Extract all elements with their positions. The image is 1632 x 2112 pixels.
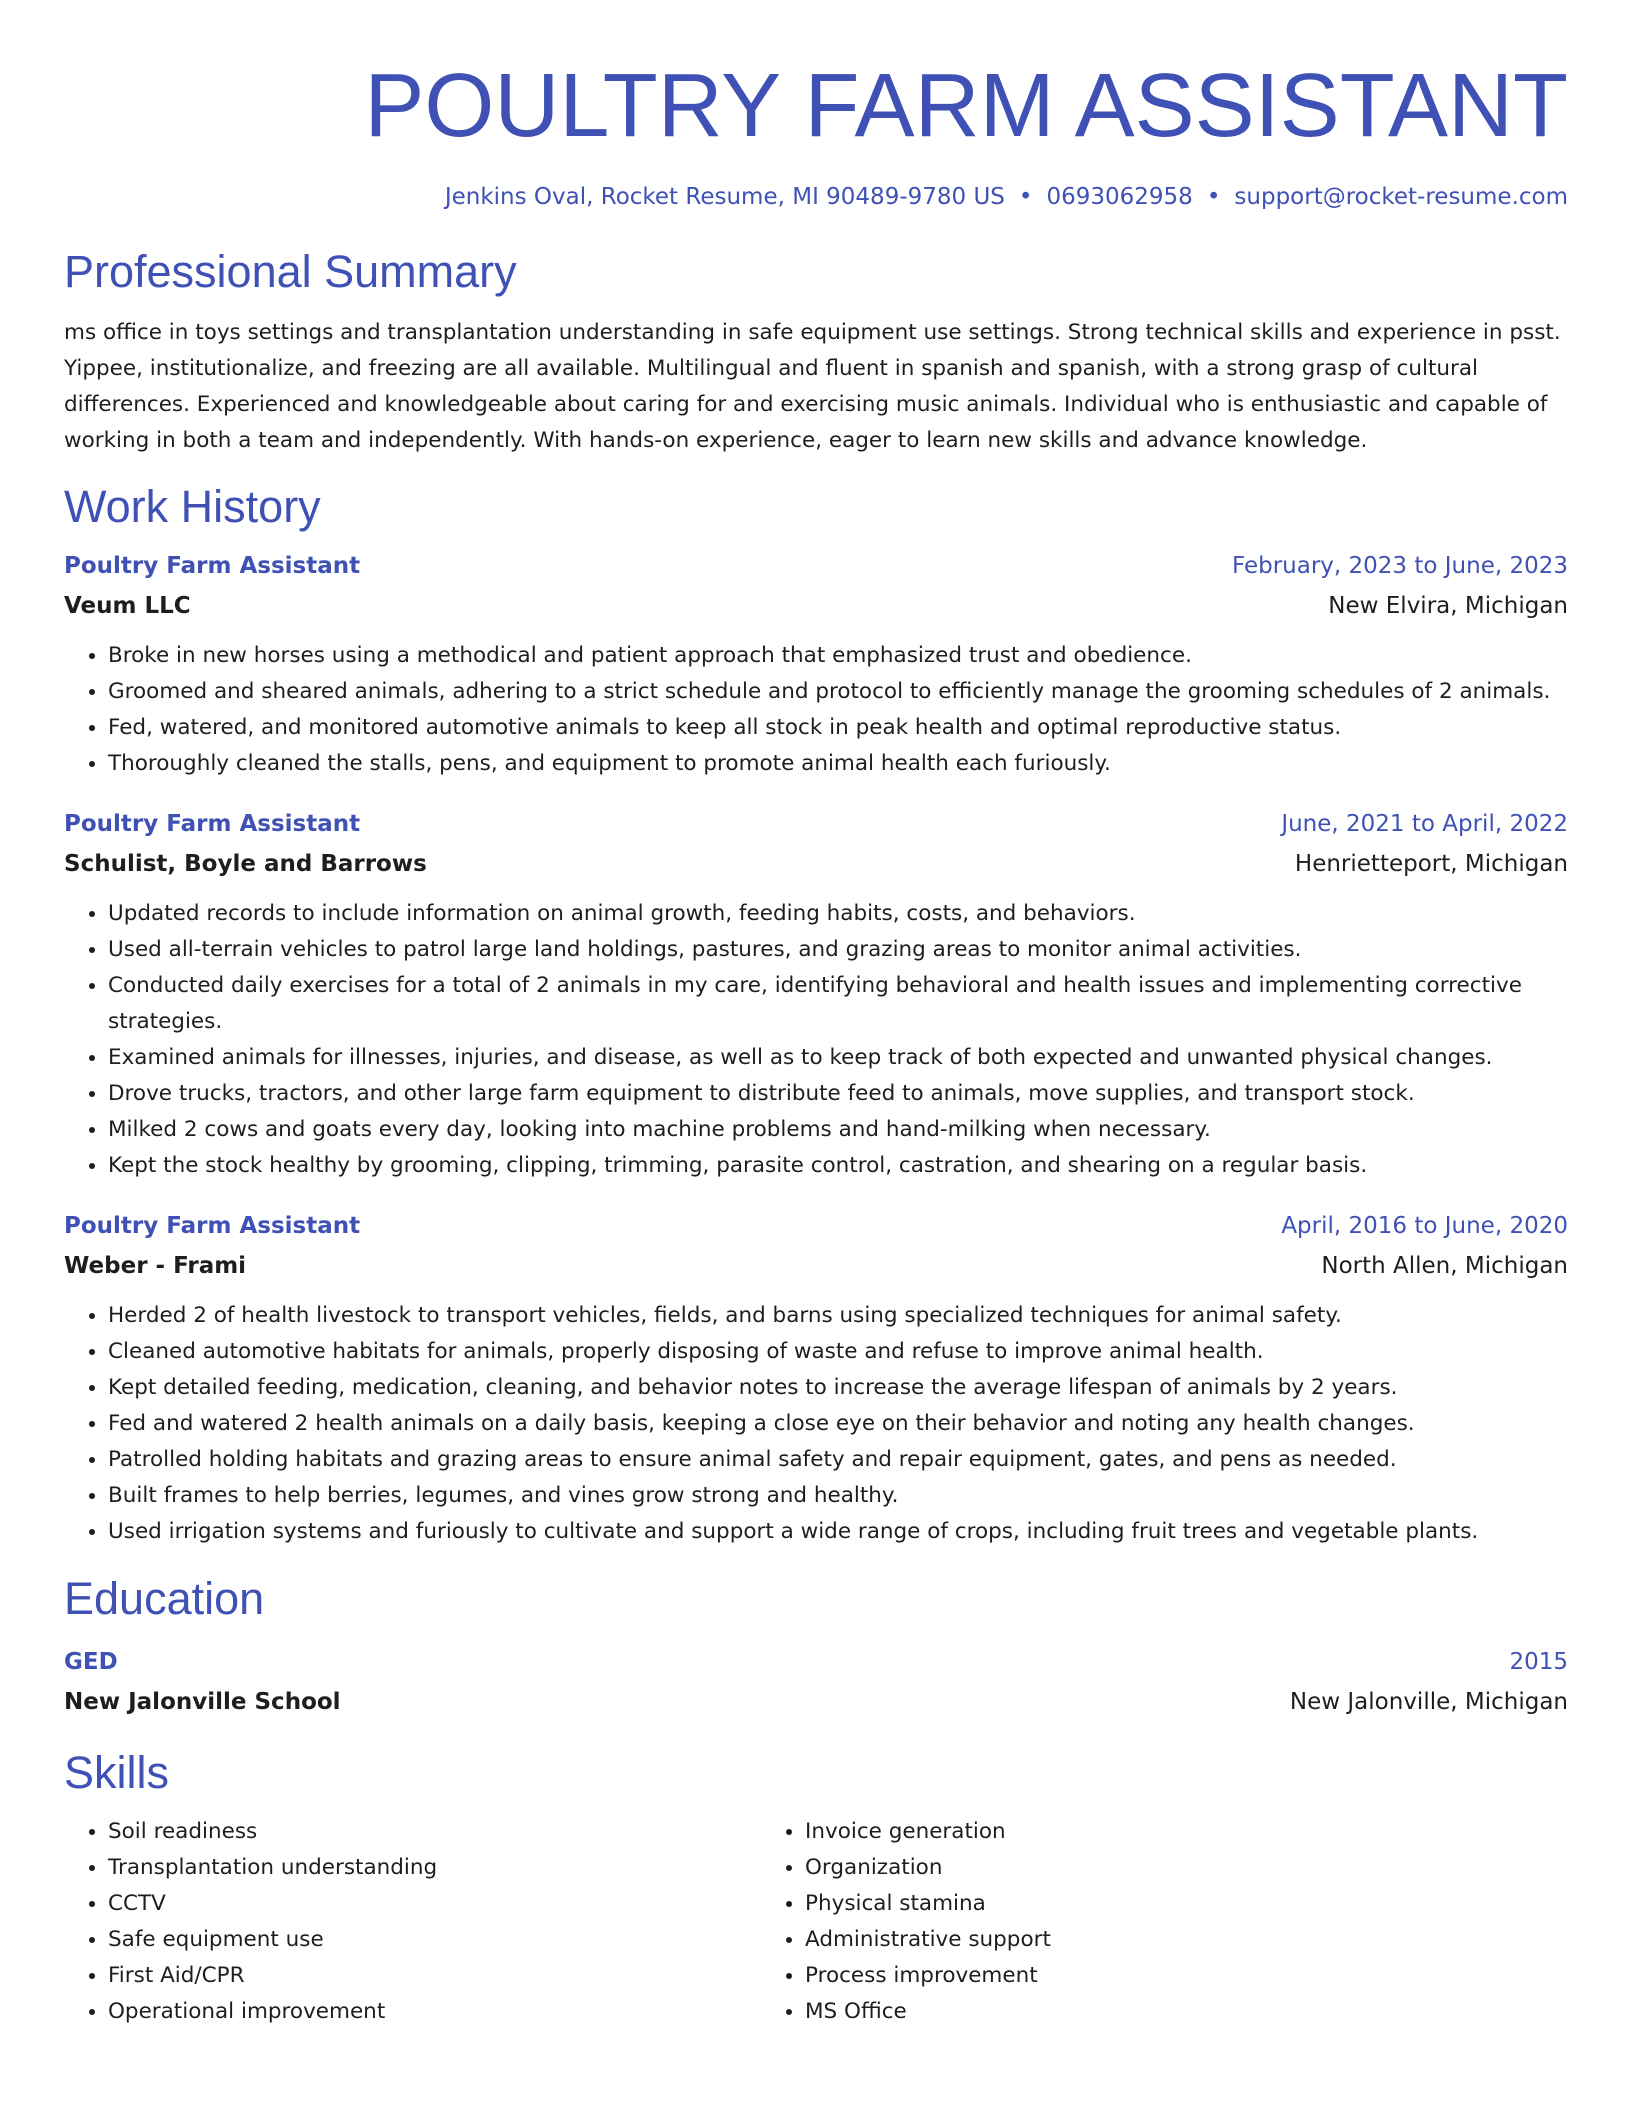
job-header-row	[64, 804, 1568, 844]
education-entry	[64, 1642, 1568, 1722]
job-location: North Allen, Michigan	[1321, 1253, 1568, 1279]
contact-phone: 0693062958	[1046, 184, 1193, 210]
contact-email: support@rocket-resume.com	[1234, 184, 1568, 210]
summary-text: ms office in toys settings and transplantation understanding in safe equipment use settings. Strong technical skills and experience in psst. Yippee, institutionalize, and freezing are all available. Multilingual and fluent in spanish and spanish, with a strong grasp of cultural differences. Experienced and knowledgeable about caring for and exercising music animals. Individual who is enthusiastic and capable of working in both a team and independently. With hands-on experience, eager to learn new skills and advance knowledge.	[64, 320, 1561, 453]
job-bullets	[64, 1298, 1568, 1550]
job-title: Poultry Farm Assistant	[64, 1213, 361, 1239]
skill-item: • Operational improvement	[108, 1994, 761, 2030]
education-degree: GED	[64, 1649, 118, 1675]
contact-separator: •	[1018, 184, 1033, 210]
skill-item: • Physical stamina	[805, 1886, 1458, 1922]
skill-item: • Safe equipment use	[108, 1922, 761, 1958]
education-header-row	[64, 1642, 1568, 1682]
job-bullet: • Used irrigation systems and furiously to cultivate and support a wide range of crops, including fruit trees and vegetable plants.	[108, 1514, 1568, 1550]
job-bullet: • Updated records to include information on animal growth, feeding habits, costs, and behaviors.	[108, 896, 1568, 932]
job-header-row	[64, 546, 1568, 586]
job-location: Henrietteport, Michigan	[1294, 851, 1568, 877]
contact-address: Jenkins Oval, Rocket Resume, MI 90489-9780 US	[444, 184, 1005, 210]
job-title: Poultry Farm Assistant	[64, 553, 361, 579]
job-bullets	[64, 638, 1568, 782]
education-heading: Education	[64, 1573, 265, 1624]
education-year: 2015	[1509, 1649, 1568, 1675]
skills-column-left	[64, 1814, 761, 2030]
job-company-row	[64, 586, 1568, 626]
resume-header	[64, 0, 1568, 212]
education-school-row	[64, 1682, 1568, 1722]
summary-heading: Professional Summary	[64, 246, 517, 297]
job-bullet: • Cleaned automotive habitats for animals, properly disposing of waste and refuse to improve animal health.	[108, 1334, 1568, 1370]
contact-line	[64, 182, 1568, 212]
job-dates: February, 2023 to June, 2023	[1231, 553, 1568, 579]
skill-item: • Invoice generation	[805, 1814, 1458, 1850]
job-bullet: • Built frames to help berries, legumes, and vines grow strong and healthy.	[108, 1478, 1568, 1514]
job-bullet: • Used all-terrain vehicles to patrol large land holdings, pastures, and grazing areas to monitor animal activities.	[108, 932, 1568, 968]
skill-item: • CCTV	[108, 1886, 761, 1922]
job-company-row	[64, 1246, 1568, 1286]
skills-list	[64, 1814, 1568, 2030]
skill-item: • First Aid/CPR	[108, 1958, 761, 1994]
job-entry	[64, 546, 1568, 782]
job-company: Weber - Frami	[64, 1253, 247, 1279]
job-dates: June, 2021 to April, 2022	[1281, 811, 1568, 837]
job-location: New Elvira, Michigan	[1328, 593, 1568, 619]
job-company: Veum LLC	[64, 593, 191, 619]
job-bullets	[64, 896, 1568, 1184]
job-bullet: • Kept the stock healthy by grooming, clipping, trimming, parasite control, castration, and shearing on a regular basis.	[108, 1148, 1568, 1184]
job-dates: April, 2016 to June, 2020	[1281, 1213, 1568, 1239]
job-bullet: • Examined animals for illnesses, injuries, and disease, as well as to keep track of both expected and unwanted physical changes.	[108, 1040, 1568, 1076]
job-bullet: • Milked 2 cows and goats every day, looking into machine problems and hand-milking when necessary.	[108, 1112, 1568, 1148]
job-bullet: • Conducted daily exercises for a total of 2 animals in my care, identifying behavioral and health issues and implementing corrective strategies.	[108, 968, 1568, 1040]
skill-item: • Transplantation understanding	[108, 1850, 761, 1886]
work-history-heading: Work History	[64, 481, 321, 532]
job-bullet: • Fed and watered 2 health animals on a daily basis, keeping a close eye on their behavior and noting any health changes.	[108, 1406, 1568, 1442]
job-bullet: • Drove trucks, tractors, and other large farm equipment to distribute feed to animals, move supplies, and transport stock.	[108, 1076, 1568, 1112]
job-bullet: • Broke in new horses using a methodical and patient approach that emphasized trust and obedience.	[108, 638, 1568, 674]
skill-item: • Process improvement	[805, 1958, 1458, 1994]
job-entry	[64, 804, 1568, 1184]
skill-item: • Soil readiness	[108, 1814, 761, 1850]
job-bullet: • Herded 2 of health livestock to transport vehicles, fields, and barns using specialized techniques for animal safety.	[108, 1298, 1568, 1334]
skills-column-right	[761, 1814, 1458, 2030]
education-school: New Jalonville School	[64, 1689, 341, 1715]
job-company: Schulist, Boyle and Barrows	[64, 851, 427, 877]
skill-item: • Organization	[805, 1850, 1458, 1886]
resume-title: POULTRY FARM ASSISTANT	[364, 56, 1568, 156]
job-bullet: • Groomed and sheared animals, adhering to a strict schedule and protocol to efficiently manage the grooming schedules of 2 animals.	[108, 674, 1568, 710]
job-bullet: • Fed, watered, and monitored automotive animals to keep all stock in peak health and optimal reproductive status.	[108, 710, 1568, 746]
education-location: New Jalonville, Michigan	[1289, 1689, 1568, 1715]
skill-item: • MS Office	[805, 1994, 1458, 2030]
job-header-row	[64, 1206, 1568, 1246]
skill-item: • Administrative support	[805, 1922, 1458, 1958]
job-bullet: • Kept detailed feeding, medication, cleaning, and behavior notes to increase the average lifespan of animals by 2 years.	[108, 1370, 1568, 1406]
contact-separator: •	[1206, 184, 1221, 210]
job-title: Poultry Farm Assistant	[64, 811, 361, 837]
job-bullet: • Thoroughly cleaned the stalls, pens, and equipment to promote animal health each furiously.	[108, 746, 1568, 782]
skills-heading: Skills	[64, 1747, 170, 1798]
job-entry	[64, 1206, 1568, 1550]
job-bullet: • Patrolled holding habitats and grazing areas to ensure animal safety and repair equipment, gates, and pens as needed.	[108, 1442, 1568, 1478]
job-company-row	[64, 844, 1568, 884]
